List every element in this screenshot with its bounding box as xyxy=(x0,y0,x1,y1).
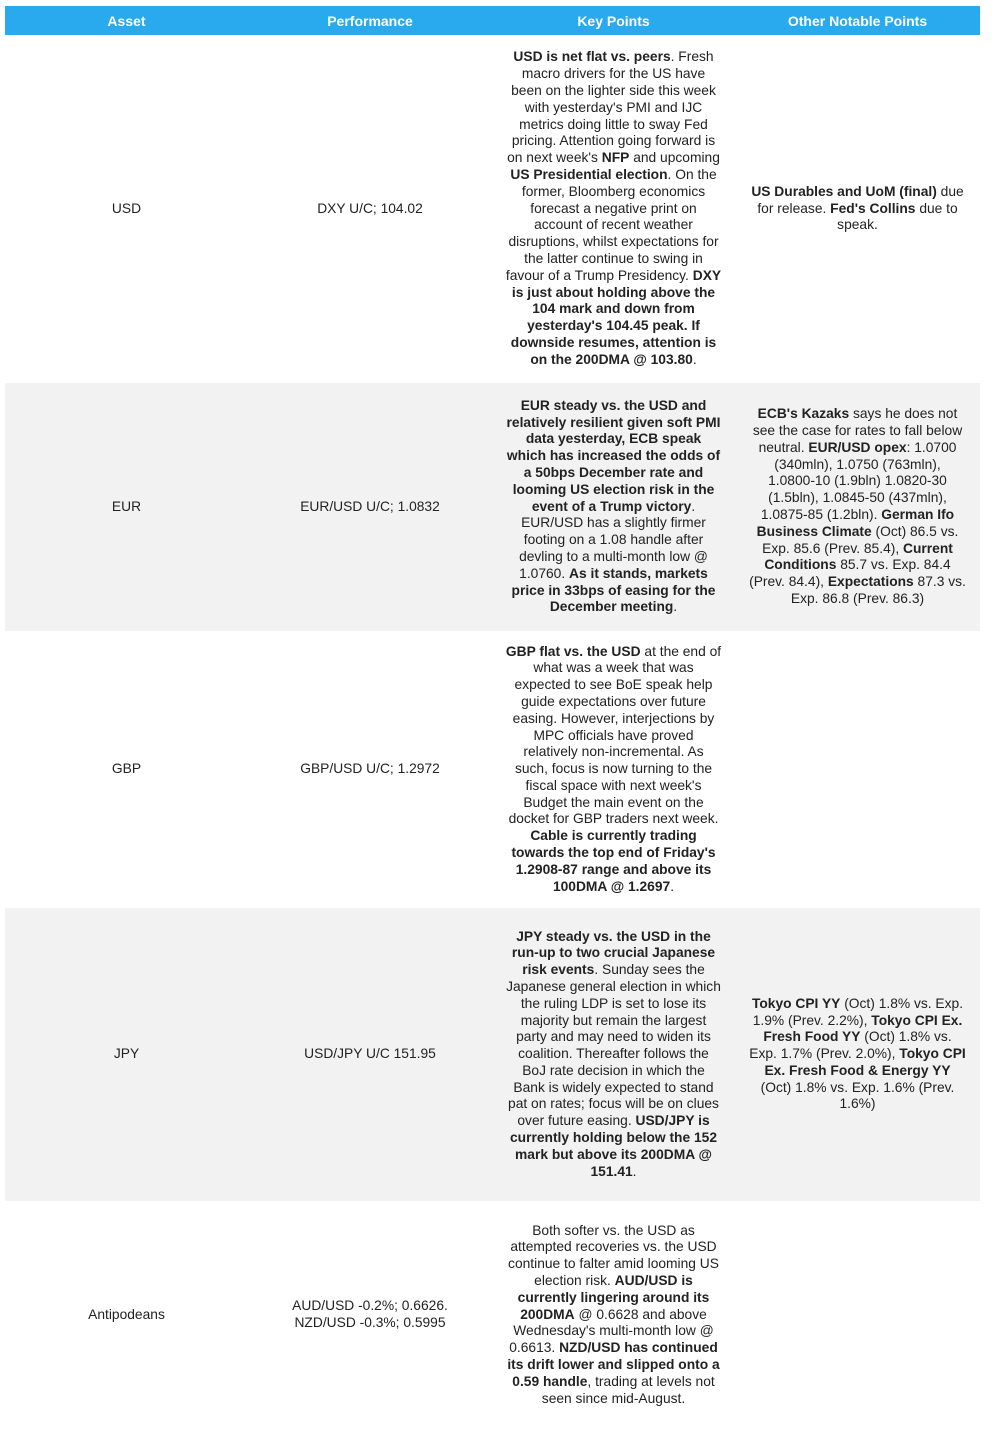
asset-cell: USD xyxy=(111,200,142,216)
bold-text-run: US Presidential election xyxy=(510,167,668,182)
text-run: due for release. xyxy=(757,183,964,216)
key-points-cell xyxy=(492,1201,735,1429)
bold-text-run: Tokyo CPI Ex. Fresh Food & Energy YY xyxy=(764,1046,966,1078)
text-run: . Fresh macro drivers for the US have been on the lighter side this week with yesterday's PMI and IJC metrics doing little to sway Fed pricing. Attention going forward is on next week's xyxy=(507,49,716,166)
text-run: (Oct) 1.8% vs. Exp. 1.7% (Prev. 2.0%), xyxy=(749,1029,952,1062)
table-row-usd xyxy=(5,35,980,383)
key-points-cell xyxy=(492,383,735,631)
text-run: . xyxy=(673,599,678,615)
performance-cell xyxy=(248,1201,492,1429)
table-row-eur xyxy=(5,383,980,631)
table-row-jpy xyxy=(5,908,980,1201)
fx-table xyxy=(5,6,980,1429)
text-run: (Oct) 1.8% vs. Exp. 1.6% (Prev. 1.6%) xyxy=(760,1079,955,1112)
text-run: . EUR/USD has a slightly firmer footing on a 1.08 handle after devling to a multi-month low @ 1.0760. xyxy=(519,498,708,581)
bold-text-run: EUR steady vs. the USD and relatively resilient given soft PMI data yesterday, ECB speak which has increased the odds of a 50bps December rate and looming US election risk in the event of a Trump victory xyxy=(506,397,721,514)
asset-cell: JPY xyxy=(113,1046,140,1062)
performance-cell: EUR/USD U/C; 1.0832 xyxy=(300,498,440,514)
bold-text-run: EUR/USD opex xyxy=(808,439,907,455)
other-points-cell xyxy=(735,631,980,908)
text-run: at the end of what was a week that was expected to see BoE speak help guide expectations over future easing. However, interjections by MPC officials have proved relatively non-incremental. As such, focus is now turning to the fiscal space with next week's Budget the main event on the docket for GBP traders next week. xyxy=(508,643,722,827)
header-other-points: Other Notable Points xyxy=(787,12,928,29)
performance-line-aud: AUD/USD -0.2%; 0.6626. xyxy=(292,1298,448,1314)
performance-cell: DXY U/C; 104.02 xyxy=(317,200,423,216)
text-run: . On the former, Bloomberg economics forecast a negative print on account of recent weather disruptions, whilst expectations for the latter continue to swing in favour of a Trump Presidency. xyxy=(505,167,719,283)
other-points-cell xyxy=(735,35,980,383)
bold-text-run: DXY is just about holding above the 104 mark and down from yesterday's 104.45 peak. If downside resumes, attention is on the 200DMA @ 103.80 xyxy=(510,267,722,367)
asset-cell: Antipodeans xyxy=(88,1306,165,1322)
text-run: 85.7 vs. Exp. 84.4 (Prev. 84.4), xyxy=(749,557,951,590)
text-run: , trading at levels not seen since mid-August. xyxy=(541,1373,715,1406)
bold-text-run: GBP flat vs. the USD xyxy=(505,643,641,659)
text-run: 87.3 vs. Exp. 86.8 (Prev. 86.3) xyxy=(790,574,966,606)
text-run: and upcoming xyxy=(629,150,720,166)
bold-text-run: As it stands, markets price in 33bps of easing for the December meeting xyxy=(511,565,716,615)
bold-text-run: Tokyo CPI Ex. Fresh Food YY xyxy=(763,1012,963,1045)
performance-cell: USD/JPY U/C 151.95 xyxy=(304,1046,436,1062)
header-key-points: Key Points xyxy=(577,12,650,29)
table-row-gbp xyxy=(5,631,980,908)
text-run: . xyxy=(670,878,675,894)
text-run: @ 0.6628 and above Wednesday's multi-month low @ 0.6613. xyxy=(509,1306,714,1356)
text-run: : 1.0700 (340mln), 1.0750 (763mln), 1.0800-10 (1.9bln) 1.0820-30 (1.5bln), 1.0845-50 (437mln), 1.0875-85 (1.2bln). xyxy=(760,439,957,522)
bold-text-run: JPY steady vs. the USD in the run-up to two crucial Japanese risk events xyxy=(511,928,716,978)
bold-text-run: Current Conditions xyxy=(764,540,953,573)
bold-text-run: NFP xyxy=(601,150,630,166)
performance-line-nzd: NZD/USD -0.3%; 0.5995 xyxy=(294,1315,446,1330)
bold-text-run: Tokyo CPI YY xyxy=(751,995,841,1011)
key-points-cell xyxy=(492,631,735,908)
key-points-cell xyxy=(492,35,735,383)
key-points-cell xyxy=(492,908,735,1201)
other-points-cell xyxy=(735,908,980,1201)
bold-text-run: US Durables and UoM (final) xyxy=(751,183,937,199)
bold-text-run: Cable is currently trading towards the top end of Friday's 1.2908-87 range and above its 100DMA @ 1.2697 xyxy=(511,828,716,894)
performance-cell: GBP/USD U/C; 1.2972 xyxy=(300,761,440,777)
header-asset: Asset xyxy=(107,12,146,29)
table-row-antipodeans xyxy=(5,1201,980,1429)
bold-text-run: ECB's Kazaks xyxy=(757,406,850,422)
bold-text-run: USD/JPY is currently holding below the 152 mark but above its 200DMA @ 151.41 xyxy=(510,1113,717,1179)
text-run: says he does not see the case for rates to fall below neutral. xyxy=(752,406,963,455)
text-run: (Oct) 1.8% vs. Exp. 1.9% (Prev. 2.2%), xyxy=(752,995,964,1028)
other-points-cell xyxy=(735,383,980,631)
bold-text-run: AUD/USD is currently lingering around its 200DMA xyxy=(517,1273,710,1322)
text-run: . xyxy=(632,1163,637,1179)
bold-text-run: Fed's Collins xyxy=(830,200,916,216)
other-points-cell xyxy=(735,1201,980,1429)
text-run: . xyxy=(692,351,697,367)
bold-text-run: Expectations xyxy=(827,574,914,590)
table-header xyxy=(5,6,980,35)
asset-cell: EUR xyxy=(111,498,142,514)
bold-text-run: NZD/USD has continued its drift lower and slipped onto a 0.59 handle xyxy=(507,1340,720,1389)
text-run: due to speak. xyxy=(837,200,958,233)
asset-cell: GBP xyxy=(111,761,142,777)
text-run: Both softer vs. the USD as attempted recoveries vs. the USD continue to falter amid looming US election risk. xyxy=(508,1222,719,1288)
text-run: (Oct) 86.5 vs. Exp. 85.6 (Prev. 85.4), xyxy=(762,523,959,556)
bold-text-run: USD is net flat vs. peers xyxy=(513,49,671,65)
header-performance: Performance xyxy=(327,12,413,29)
bold-text-run: German Ifo Business Climate xyxy=(756,507,955,539)
text-run: . Sunday sees the Japanese general election in which the ruling LDP is set to lose its majority but remain the largest party and may need to widen its coalition. Thereafter follows the BoJ rate decision in which the Bank is widely expected to stand pat on rates; focus will be on clues over future easing. xyxy=(506,962,721,1129)
